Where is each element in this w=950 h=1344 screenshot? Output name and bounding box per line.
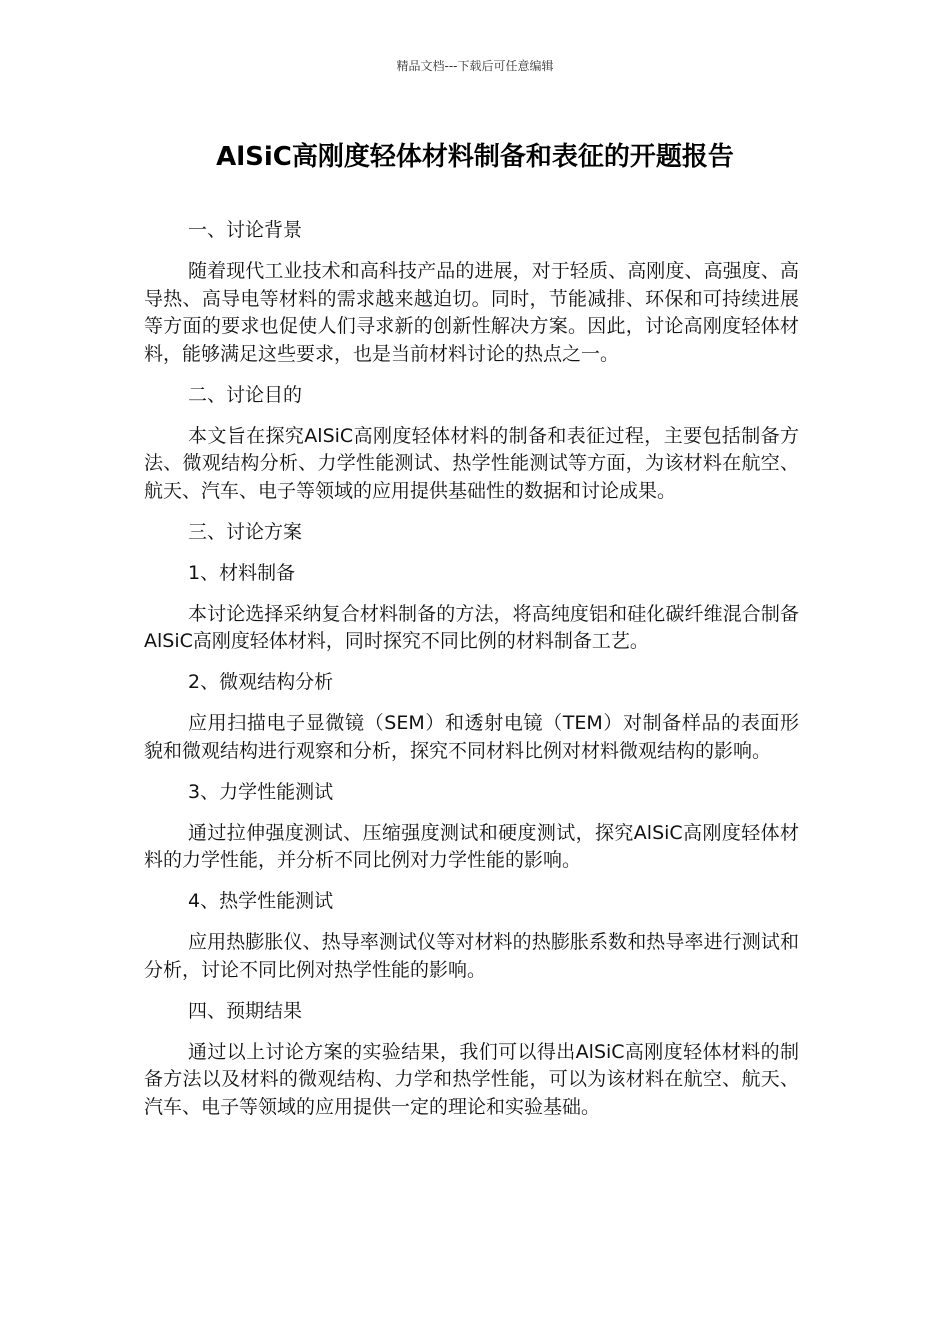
section-heading-plan: 三、讨论方案 — [188, 520, 303, 543]
section-heading-purpose: 二、讨论目的 — [188, 383, 303, 406]
document-title: AlSiC高刚度轻体材料制备和表征的开题报告 — [216, 142, 734, 172]
document-body — [144, 217, 799, 1121]
paragraph-background: 随着现代工业技术和高科技产品的进展，对于轻质、高刚度、高强度、高导热、高导电等材料的需求越来越迫切。同时，节能减排、环保和可持续进展等方面的要求也促使人们寻求新的创新性解决方案。因此，讨论高刚度轻体材料，能够满足这些要求，也是当前材料讨论的热点之一。 — [144, 260, 799, 365]
subsection-heading-preparation: 1、材料制备 — [188, 561, 296, 584]
paragraph-expected-results: 通过以上讨论方案的实验结果，我们可以得出AlSiC高刚度轻体材料的制备方法以及材料的微观结构、力学和热学性能，可以为该材料在航空、航天、汽车、电子等领域的应用提供一定的理论和实验基础。 — [144, 1040, 799, 1118]
page-header: 精品文档---下载后可任意编辑 — [396, 59, 554, 73]
paragraph-purpose: 本文旨在探究AlSiC高刚度轻体材料的制备和表征过程，主要包括制备方法、微观结构分析、力学性能测试、热学性能测试等方面，为该材料在航空、航天、汽车、电子等领域的应用提供基础性的数据和讨论成果。 — [144, 424, 799, 502]
paragraph-microstructure: 应用扫描电子显微镜（SEM）和透射电镜（TEM）对制备样品的表面形貌和微观结构进行观察和分析，探究不同材料比例对材料微观结构的影响。 — [144, 712, 799, 762]
subsection-heading-thermal: 4、热学性能测试 — [188, 890, 334, 912]
section-heading-expected-results: 四、预期结果 — [188, 999, 303, 1022]
paragraph-mechanical: 通过拉伸强度测试、压缩强度测试和硬度测试，探究AlSiC高刚度轻体材料的力学性能，并分析不同比例对力学性能的影响。 — [144, 821, 799, 871]
subsection-heading-mechanical: 3、力学性能测试 — [188, 780, 334, 803]
paragraph-preparation: 本讨论选择采纳复合材料制备的方法，将高纯度铝和硅化碳纤维混合制备AlSiC高刚度轻体材料，同时探究不同比例的材料制备工艺。 — [144, 602, 799, 652]
paragraph-thermal: 应用热膨胀仪、热导率测试仪等对材料的热膨胀系数和热导率进行测试和分析，讨论不同比例对热学性能的影响。 — [144, 931, 799, 981]
section-heading-background: 一、讨论背景 — [188, 219, 303, 241]
subsection-heading-microstructure: 2、微观结构分析 — [188, 671, 334, 693]
